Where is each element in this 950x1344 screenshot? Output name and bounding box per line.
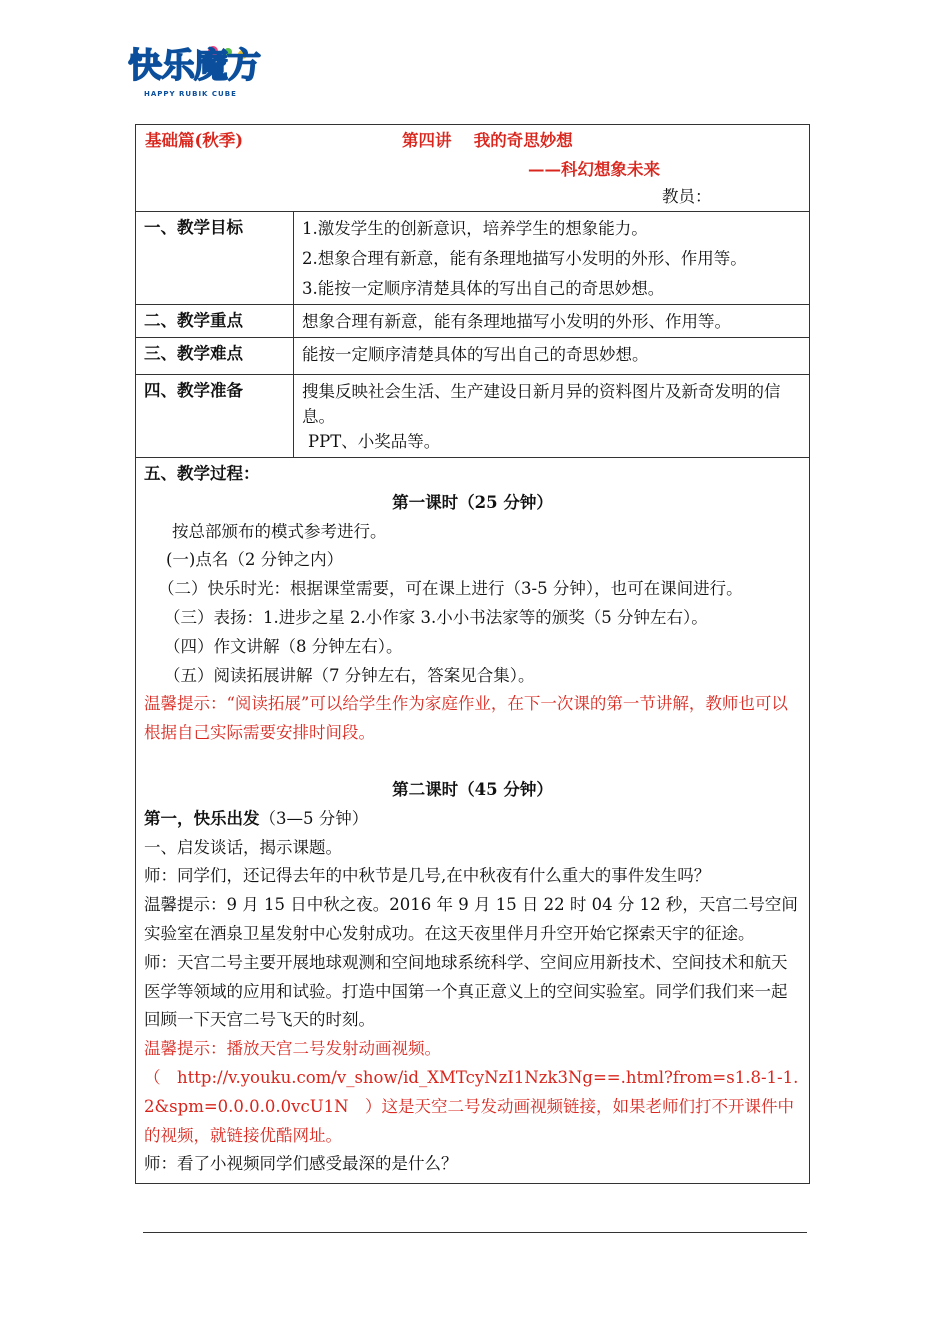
part1-time: （3—5 分钟）	[259, 808, 369, 828]
goal-item: 3.能按一定顺序清楚具体的写出自己的奇思妙想。	[302, 279, 665, 298]
lesson-title: 第四讲 我的奇思妙想	[402, 131, 573, 150]
logo-subtext: HAPPY RUBIK CUBE	[144, 90, 237, 98]
lesson-subtitle: ——科幻想象未来	[528, 160, 660, 179]
session1-title: 第一课时（25 分钟）	[392, 492, 553, 512]
process-title: 五、教学过程：	[144, 464, 260, 483]
session2-title: 第二课时（45 分钟）	[392, 779, 553, 799]
brand-logo	[128, 44, 258, 106]
goals-row	[136, 212, 810, 305]
focus-text: 想象合理有新意，能有条理地描写小发明的外形、作用等。	[294, 305, 810, 338]
session1-line: （五）阅读拓展讲解（7 分钟左右，答案见合集）。	[164, 665, 535, 685]
session2-part1	[144, 805, 801, 834]
focus-label: 二、教学重点	[136, 305, 294, 338]
session2-line: 师：看了小视频同学们感受最深的是什么？	[144, 1154, 458, 1174]
session2-line: 一、启发谈话，揭示课题。	[144, 837, 342, 857]
goals-label: 一、教学目标	[136, 212, 294, 305]
goal-item: 1.激发学生的创新意识，培养学生的想象能力。	[302, 219, 648, 238]
session2-tip: 温馨提示：播放天宫二号发射动画视频。	[144, 1039, 441, 1059]
session1-line: (一)点名（2 分钟之内）	[166, 550, 344, 570]
process-row	[136, 458, 810, 1184]
part1-title: 第一，快乐出发	[144, 808, 260, 828]
prep-label: 四、教学准备	[136, 375, 294, 458]
process-cell	[136, 458, 810, 1184]
session2-line: 师：同学们，还记得去年的中秋节是几号,在中秋夜有什么重大的事件发生吗？	[144, 866, 711, 886]
header-row	[136, 125, 810, 212]
difficulty-label: 三、教学难点	[136, 338, 294, 375]
goals-content	[294, 212, 810, 305]
teacher-label: 教员：	[662, 187, 712, 206]
prep-text: 搜集反映社会生活、生产建设日新月异的资料图片及新奇发明的信息。	[302, 382, 781, 426]
difficulty-row	[136, 338, 810, 375]
session1-line: （二）快乐时光：根据课堂需要，可在课上进行（3-5 分钟），也可在课间进行。	[158, 579, 743, 599]
header-cell	[136, 125, 810, 212]
difficulty-text: 能按一定顺序清楚具体的写出自己的奇思妙想。	[294, 338, 810, 375]
session1-line: （三）表扬：1.进步之星 2.小作家 3.小小书法家等的颁奖（5 分钟左右）。	[164, 607, 708, 627]
series-label: 基础篇(秋季)	[145, 131, 244, 150]
prep-materials: PPT、小奖品等。	[308, 432, 441, 451]
session1-tip: 温馨提示：“阅读拓展”可以给学生作为家庭作业，在下一次课的第一节讲解，教师也可以根据自己实际需要安排时间段。	[144, 694, 788, 743]
session2-line: 师：天宫二号主要开展地球观测和空间地球系统科学、空间应用新技术、空间技术和航天医学等领域的应用和试验。打造中国第一个真正意义上的空间实验室。同学们我们来一起回顾一下天宫二号飞天的时刻。	[144, 952, 788, 1030]
video-link-tip: （ http://v.youku.com/v_show/id_XMTcyNzI1Nzk3Ng==.html?from=s1.8-1-1.2&spm=0.0.0.0.0vcU1N ）这是天空二号发动画视频链接，如果老师们打不开课件中的视频，就链接优酷网址。	[144, 1067, 799, 1145]
logo-text: 快乐魔方	[128, 46, 260, 86]
prep-row	[136, 375, 810, 458]
goal-item: 2.想象合理有新意，能有条理地描写小发明的外形、作用等。	[302, 249, 747, 268]
footer-rule	[143, 1232, 807, 1233]
spacer	[144, 748, 801, 776]
focus-row	[136, 305, 810, 338]
session2-line: 温馨提示：9 月 15 日中秋之夜。2016 年 9 月 15 日 22 时 04 分 12 秒，天宫二号空间实验室在酒泉卫星发射中心发射成功。在这天夜里伴月升空开始它探索天宇的征途。	[144, 895, 798, 943]
prep-content	[294, 375, 810, 458]
session1-line: 按总部颁布的模式参考进行。	[172, 521, 387, 541]
session1-line: （四）作文讲解（8 分钟左右）。	[164, 636, 403, 656]
lesson-plan-table	[135, 124, 810, 1184]
